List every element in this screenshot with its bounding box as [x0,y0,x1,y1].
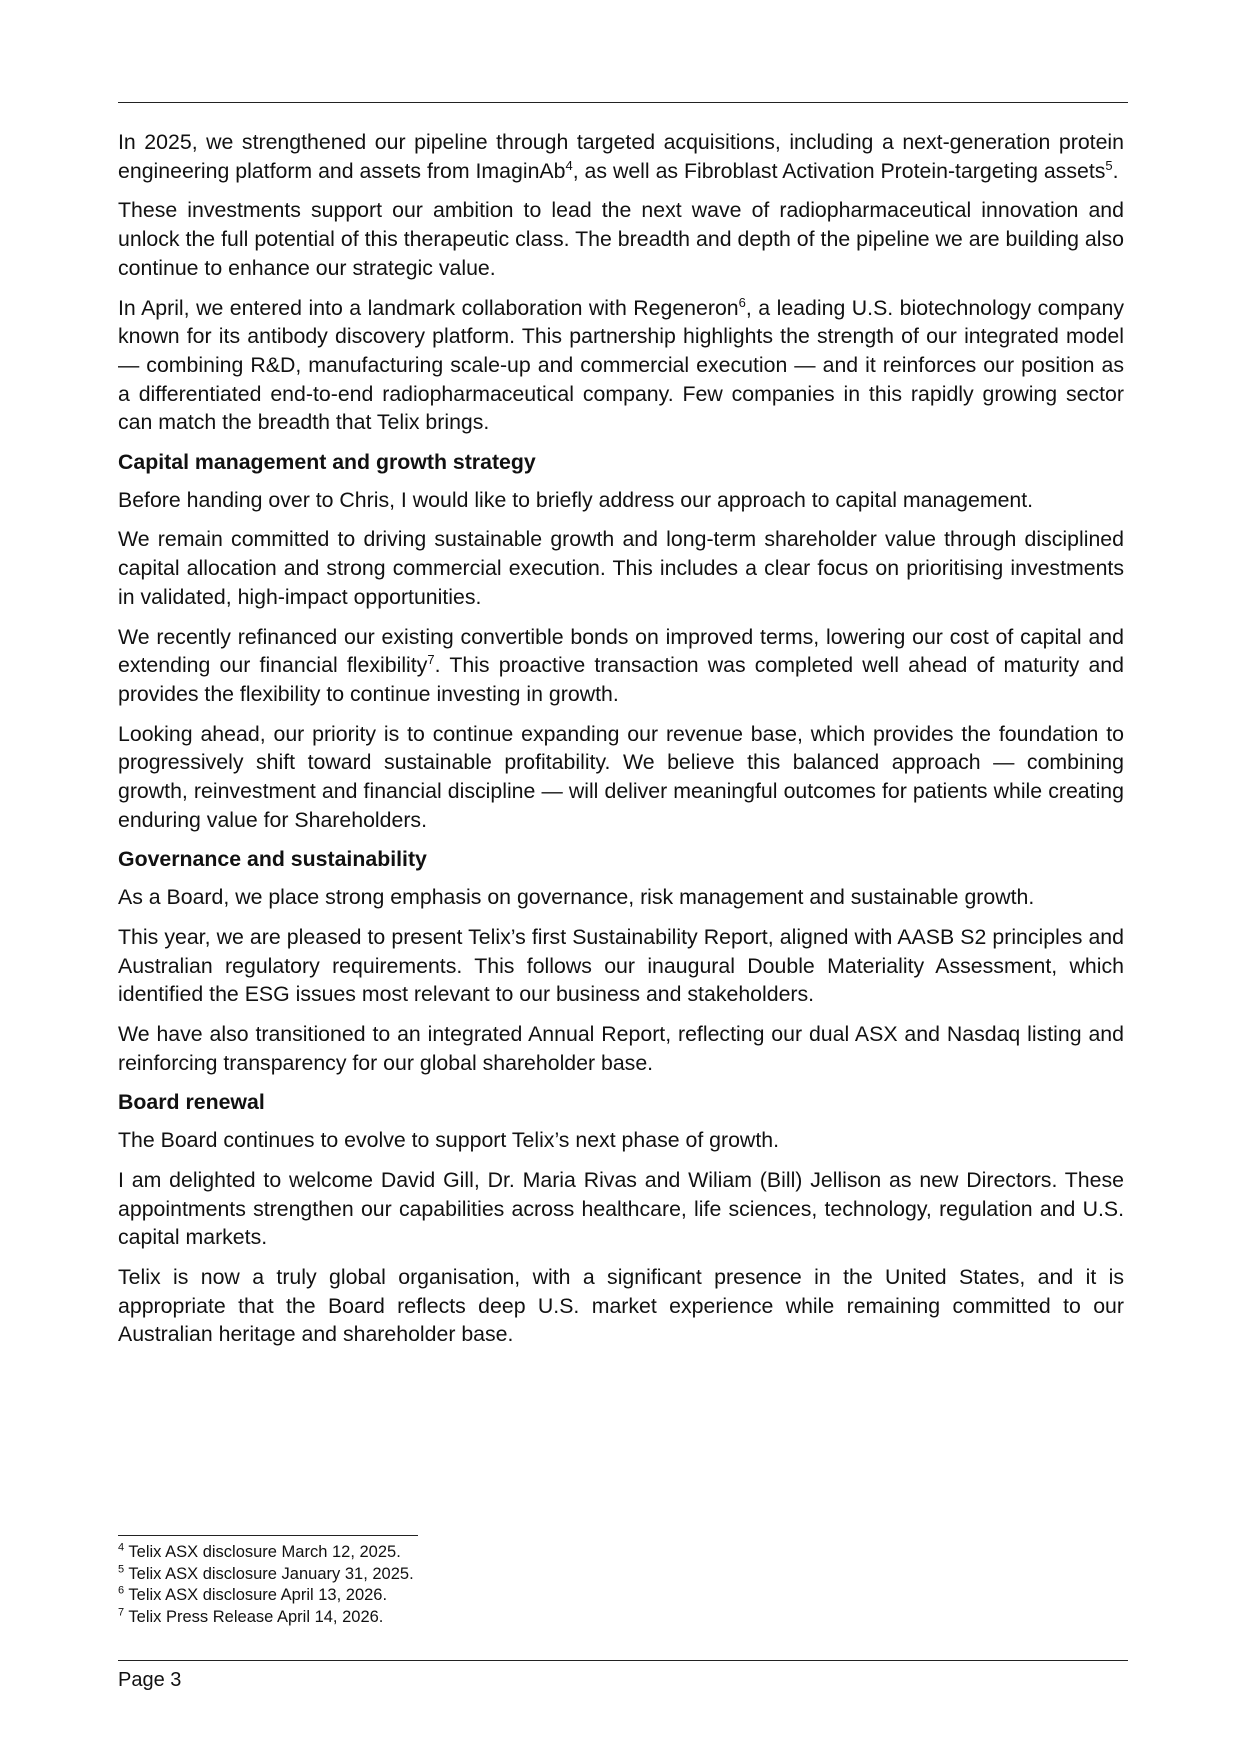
footer-rule [118,1660,1128,1661]
footnote-item: $^5$ Telix ASX disclosure January 31, 2025. [118,1563,414,1583]
paragraph-investments: These investments support our ambition to lead the next wave of radiopharmaceutical innovation and unlock the full potential of this therapeutic class. The breadth and depth of the pipeline we are building also continue to enhance our strategic value. [118,198,1124,280]
heading-capital-management: Capital management and growth strategy [118,450,536,475]
paragraph-refinancing: We recently refinanced our existing convertible bonds on improved terms, lowering our cost of capital and extending our financial flexibility$^7$. This proactive transaction was completed well ahead of maturity and provides the flexibility to continue investing in growth. [118,624,1124,706]
paragraph-board-evolve: The Board continues to evolve to support Telix’s next phase of growth. [118,1128,779,1153]
paragraph-governance-intro: As a Board, we place strong emphasis on governance, risk management and sustainable growth. [118,885,1035,910]
paragraph-pipeline-acquisitions: In 2025, we strengthened our pipeline through targeted acquisitions, including a next-generation protein engineering platform and assets from ImaginAb$^4$, as well as Fibroblast Activation Protein-targeting assets$^5$. [118,130,1124,183]
footnote-ref-5[interactable]: 5 [1105,157,1113,173]
paragraph-annual-report: We have also transitioned to an integrated Annual Report, reflecting our dual ASX and Nasdaq listing and reinforcing transparency for our global shareholder base. [118,1021,1124,1075]
document-body [118,128,1124,1360]
page-number: Page 3 [118,1669,182,1691]
footnote-ref-7[interactable]: 7 [427,652,435,668]
footnote-item: $^7$ Telix Press Release April 14, 2026. [118,1606,384,1626]
paragraph-new-directors: I am delighted to welcome David Gill, Dr. Maria Rivas and Wiliam (Bill) Jellison as new Directors. These appointments strengthen our capabilities across healthcare, life sciences, technology, regulation and U.S. capital markets. [118,1167,1124,1250]
header-rule [118,102,1128,103]
footnote-item: $^4$ Telix ASX disclosure March 12, 2025. [118,1541,401,1561]
paragraph-regeneron: In April, we entered into a landmark collaboration with Regeneron$^6$, a leading U.S. biotechnology company known for its antibody discovery platform. This partnership highlights the strength of our integrated model — combining R&D, manufacturing scale-up and commercial execution — and it reinforces our position as a differentiated end-to-end radiopharmaceutical company. Few companies in this rapidly growing sector can match the breadth that Telix brings. [118,294,1124,435]
paragraph-capital-commitment: We remain committed to driving sustainable growth and long-term shareholder value through disciplined capital allocation and strong commercial execution. This includes a clear focus on prioritising investments in validated, high-impact opportunities. [118,527,1124,609]
heading-governance: Governance and sustainability [118,847,427,872]
footnote-ref-6[interactable]: 6 [738,294,746,310]
footnote-separator [118,1535,418,1536]
paragraph-capital-intro: Before handing over to Chris, I would like to briefly address our approach to capital management. [118,487,1034,512]
heading-board-renewal: Board renewal [118,1090,265,1115]
paragraph-looking-ahead: Looking ahead, our priority is to continue expanding our revenue base, which provides the foundation to progressively shift toward sustainable profitability. We believe this balanced approach — combining growth, reinvestment and financial discipline — will deliver meaningful outcomes for patients while creating enduring value for Shareholders. [118,721,1124,832]
paragraph-global-organisation: Telix is now a truly global organisation, with a significant presence in the United States, and it is appropriate that the Board reflects deep U.S. market experience while remaining committed to our Australian heritage and shareholder base. [118,1264,1124,1347]
footnote-ref-4[interactable]: 4 [565,157,573,173]
paragraph-sustainability-report: This year, we are pleased to present Telix’s first Sustainability Report, aligned with AASB S2 principles and Australian regulatory requirements. This follows our inaugural Double Materiality Assessment, which identified the ESG issues most relevant to our business and stakeholders. [118,924,1124,1007]
footnotes [118,1542,818,1628]
footnote-item: $^6$ Telix ASX disclosure April 13, 2026. [118,1584,388,1604]
